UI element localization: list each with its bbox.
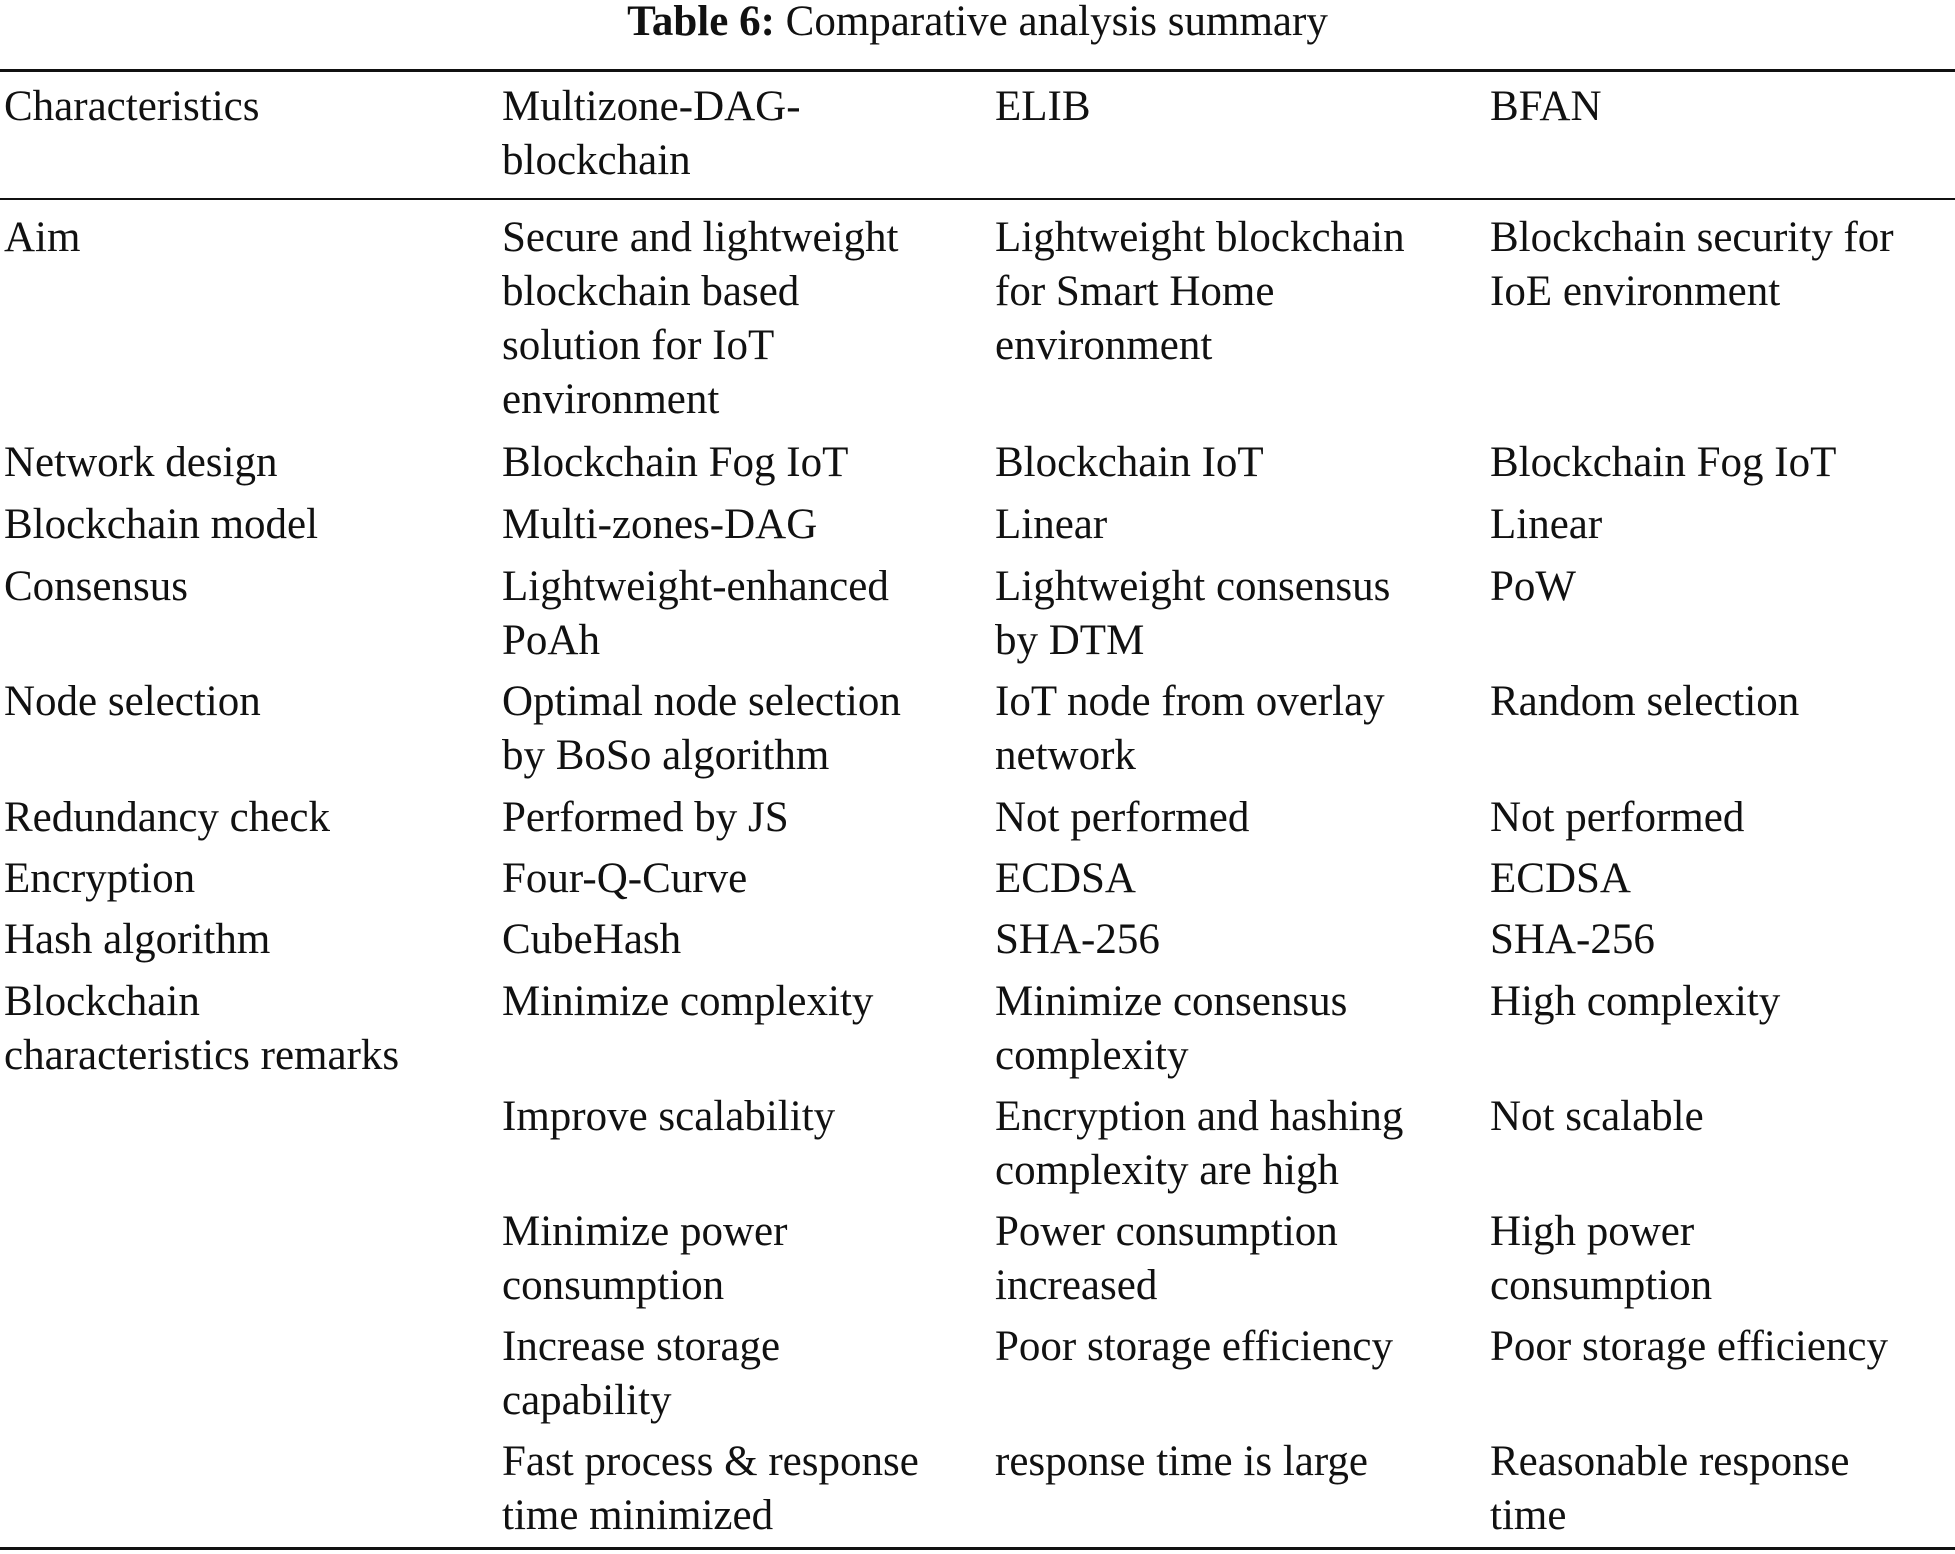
- table-cell: Performed by JS: [502, 794, 789, 841]
- table-cell: ECDSA: [995, 855, 1136, 902]
- table-cell: Aim: [4, 214, 81, 261]
- table-cell: response time is large: [995, 1438, 1368, 1485]
- table-cell: Secure and lightweight blockchain based solution for IoT environment: [502, 214, 899, 423]
- table-cell: Encryption: [4, 855, 196, 902]
- table-cell: Minimize complexity: [502, 978, 874, 1025]
- table-cell: High complexity: [1490, 978, 1781, 1025]
- table-cell: Improve scalability: [502, 1093, 836, 1140]
- table-cell: Encryption and hashing complexity are high: [995, 1093, 1404, 1194]
- table-cell: Minimize power consumption: [502, 1208, 788, 1309]
- table-cell: High power consumption: [1490, 1208, 1713, 1309]
- table-cell: Increase storage capability: [502, 1323, 781, 1424]
- table-cell: Hash algorithm: [4, 916, 271, 963]
- table-cell: Linear: [995, 501, 1108, 548]
- table-cell: Not scalable: [1490, 1093, 1704, 1140]
- table-cell: PoW: [1490, 563, 1576, 610]
- table-cell: Blockchain Fog IoT: [1490, 439, 1837, 486]
- header-bfan: BFAN: [1490, 83, 1602, 130]
- table-cell: Blockchain characteristics remarks: [4, 978, 400, 1079]
- table-cell: Optimal node selection by BoSo algorithm: [502, 678, 901, 779]
- table-cell: Not performed: [1490, 794, 1745, 841]
- table-cell: Power consumption increased: [995, 1208, 1338, 1309]
- table-top-rule: [0, 69, 1955, 72]
- table-cell: IoT node from overlay network: [995, 678, 1385, 779]
- table-cell: Reasonable response time: [1490, 1438, 1850, 1539]
- table-caption-text: Comparative analysis summary: [785, 0, 1328, 45]
- table-cell: Fast process & response time minimized: [502, 1438, 919, 1539]
- table-cell: Redundancy check: [4, 794, 330, 841]
- table-cell: SHA-256: [1490, 916, 1655, 963]
- header-multizone-dag-blockchain: Multizone-DAG- blockchain: [502, 83, 801, 184]
- table-cell: Linear: [1490, 501, 1603, 548]
- header-characteristics: Characteristics: [4, 83, 260, 130]
- table-cell: Random selection: [1490, 678, 1800, 725]
- table-cell: Minimize consensus complexity: [995, 978, 1348, 1079]
- table-cell: Lightweight-enhanced PoAh: [502, 563, 889, 664]
- table-cell: Blockchain security for IoE environment: [1490, 214, 1894, 315]
- table-cell: ECDSA: [1490, 855, 1631, 902]
- table-cell: Blockchain IoT: [995, 439, 1264, 486]
- table-cell: Consensus: [4, 563, 188, 610]
- table-caption: [0, 0, 1955, 44]
- table-cell: Node selection: [4, 678, 261, 725]
- table-bottom-rule: [0, 1547, 1955, 1550]
- table-cell: CubeHash: [502, 916, 682, 963]
- table-cell: Four-Q-Curve: [502, 855, 748, 902]
- table-caption-label: Table 6:: [627, 0, 775, 45]
- table-cell: Network design: [4, 439, 278, 486]
- table-cell: Not performed: [995, 794, 1250, 841]
- table-header-rule: [0, 198, 1955, 200]
- table-cell: Poor storage efficiency: [1490, 1323, 1889, 1370]
- table-cell: Multi-zones-DAG: [502, 501, 818, 548]
- table-cell: Lightweight blockchain for Smart Home environment: [995, 214, 1405, 369]
- table-cell: SHA-256: [995, 916, 1160, 963]
- table-cell: Blockchain Fog IoT: [502, 439, 849, 486]
- table-cell: Poor storage efficiency: [995, 1323, 1394, 1370]
- table-cell: Lightweight consensus by DTM: [995, 563, 1391, 664]
- header-elib: ELIB: [995, 83, 1091, 130]
- table-cell: Blockchain model: [4, 501, 319, 548]
